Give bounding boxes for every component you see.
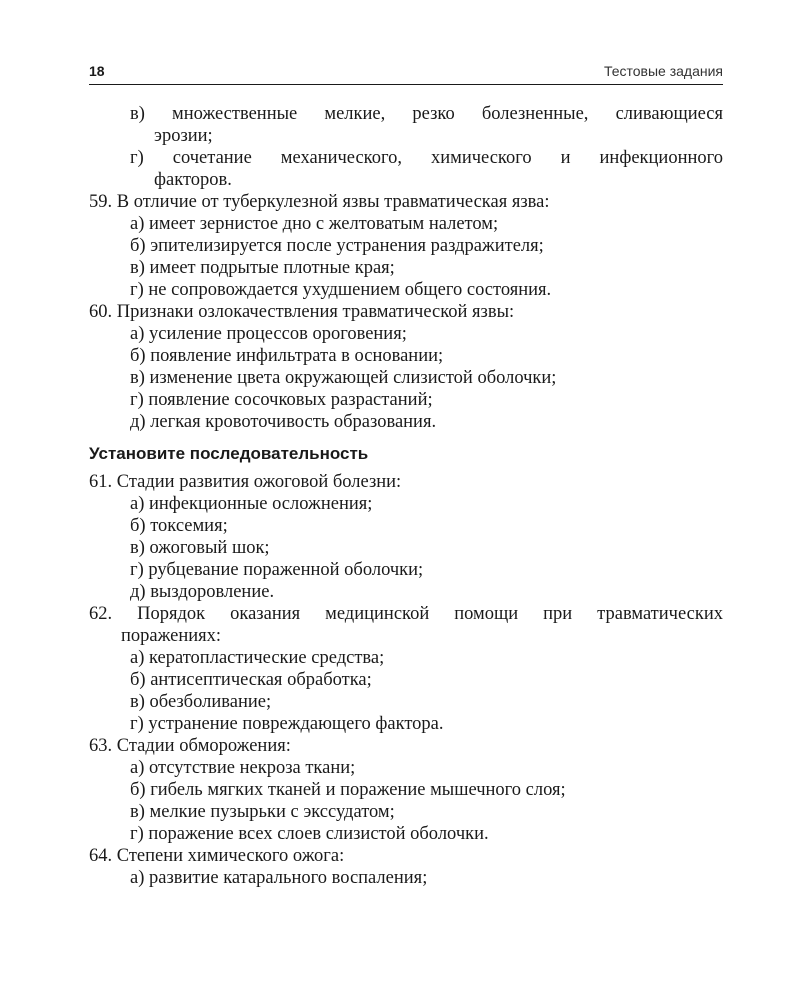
page-number: 18 (89, 63, 105, 79)
option-line: г) появление сосочковых разрастаний; (130, 390, 433, 410)
option-line: в) имеет подрытые плотные края; (130, 258, 395, 278)
option-line: б) гибель мягких тканей и поражение мышечного слоя; (130, 780, 566, 800)
option-line-continued: факторов. (154, 170, 232, 190)
question-63: 63. Стадии обморожения: (89, 736, 291, 756)
option-line: а) кератопластические средства; (130, 648, 385, 668)
option-line: б) антисептическая обработка; (130, 670, 372, 690)
option-line: а) усиление процессов ороговения; (130, 324, 407, 344)
question-60: 60. Признаки озлокачествления травматической язвы: (89, 302, 515, 322)
page-header (89, 62, 723, 85)
option-line: в) ожоговый шок; (130, 538, 270, 558)
question-block-2 (89, 471, 723, 889)
question-64: 64. Степени химического ожога: (89, 846, 345, 866)
question-61: 61. Стадии развития ожоговой болезни: (89, 472, 402, 492)
option-line: б) появление инфильтрата в основании; (130, 346, 444, 366)
option-line: в) обезболивание; (130, 692, 272, 712)
question-59: 59. В отличие от туберкулезной язвы травматическая язва: (89, 192, 550, 212)
running-title: Тестовые задания (603, 63, 723, 79)
option-line: б) токсемия; (130, 516, 228, 536)
option-line: г) не сопровождается ухудшением общего состояния. (130, 280, 552, 300)
option-line: д) выздоровление. (130, 582, 275, 602)
question-62: 62. Порядок оказания медицинской помощи при травматических (89, 604, 723, 624)
option-line: а) имеет зернистое дно с желтоватым налетом; (130, 214, 499, 234)
option-line: г) устранение повреждающего фактора. (130, 714, 444, 734)
option-line: а) отсутствие некроза ткани; (130, 758, 356, 778)
option-line: в) мелкие пузырьки с экссудатом; (130, 802, 395, 822)
option-line-continued: эрозии; (154, 126, 213, 146)
question-block-1 (89, 103, 723, 433)
option-line: а) инфекционные осложнения; (130, 494, 373, 514)
section-heading: Установите последовательность (89, 444, 369, 463)
option-line: б) эпителизируется после устранения раздражителя; (130, 236, 544, 256)
option-line: в) множественные мелкие, резко болезненные, сливающиеся (130, 104, 723, 124)
option-line: г) поражение всех слоев слизистой оболочки. (130, 824, 489, 844)
option-line: а) развитие катарального воспаления; (130, 868, 428, 888)
question-line-continued: поражениях: (121, 626, 222, 646)
option-line: в) изменение цвета окружающей слизистой оболочки; (130, 368, 557, 388)
option-line: д) легкая кровоточивость образования. (130, 412, 437, 432)
option-line: г) рубцевание пораженной оболочки; (130, 560, 424, 580)
page-content (89, 103, 723, 889)
option-line: г) сочетание механического, химического и инфекционного (130, 148, 723, 168)
